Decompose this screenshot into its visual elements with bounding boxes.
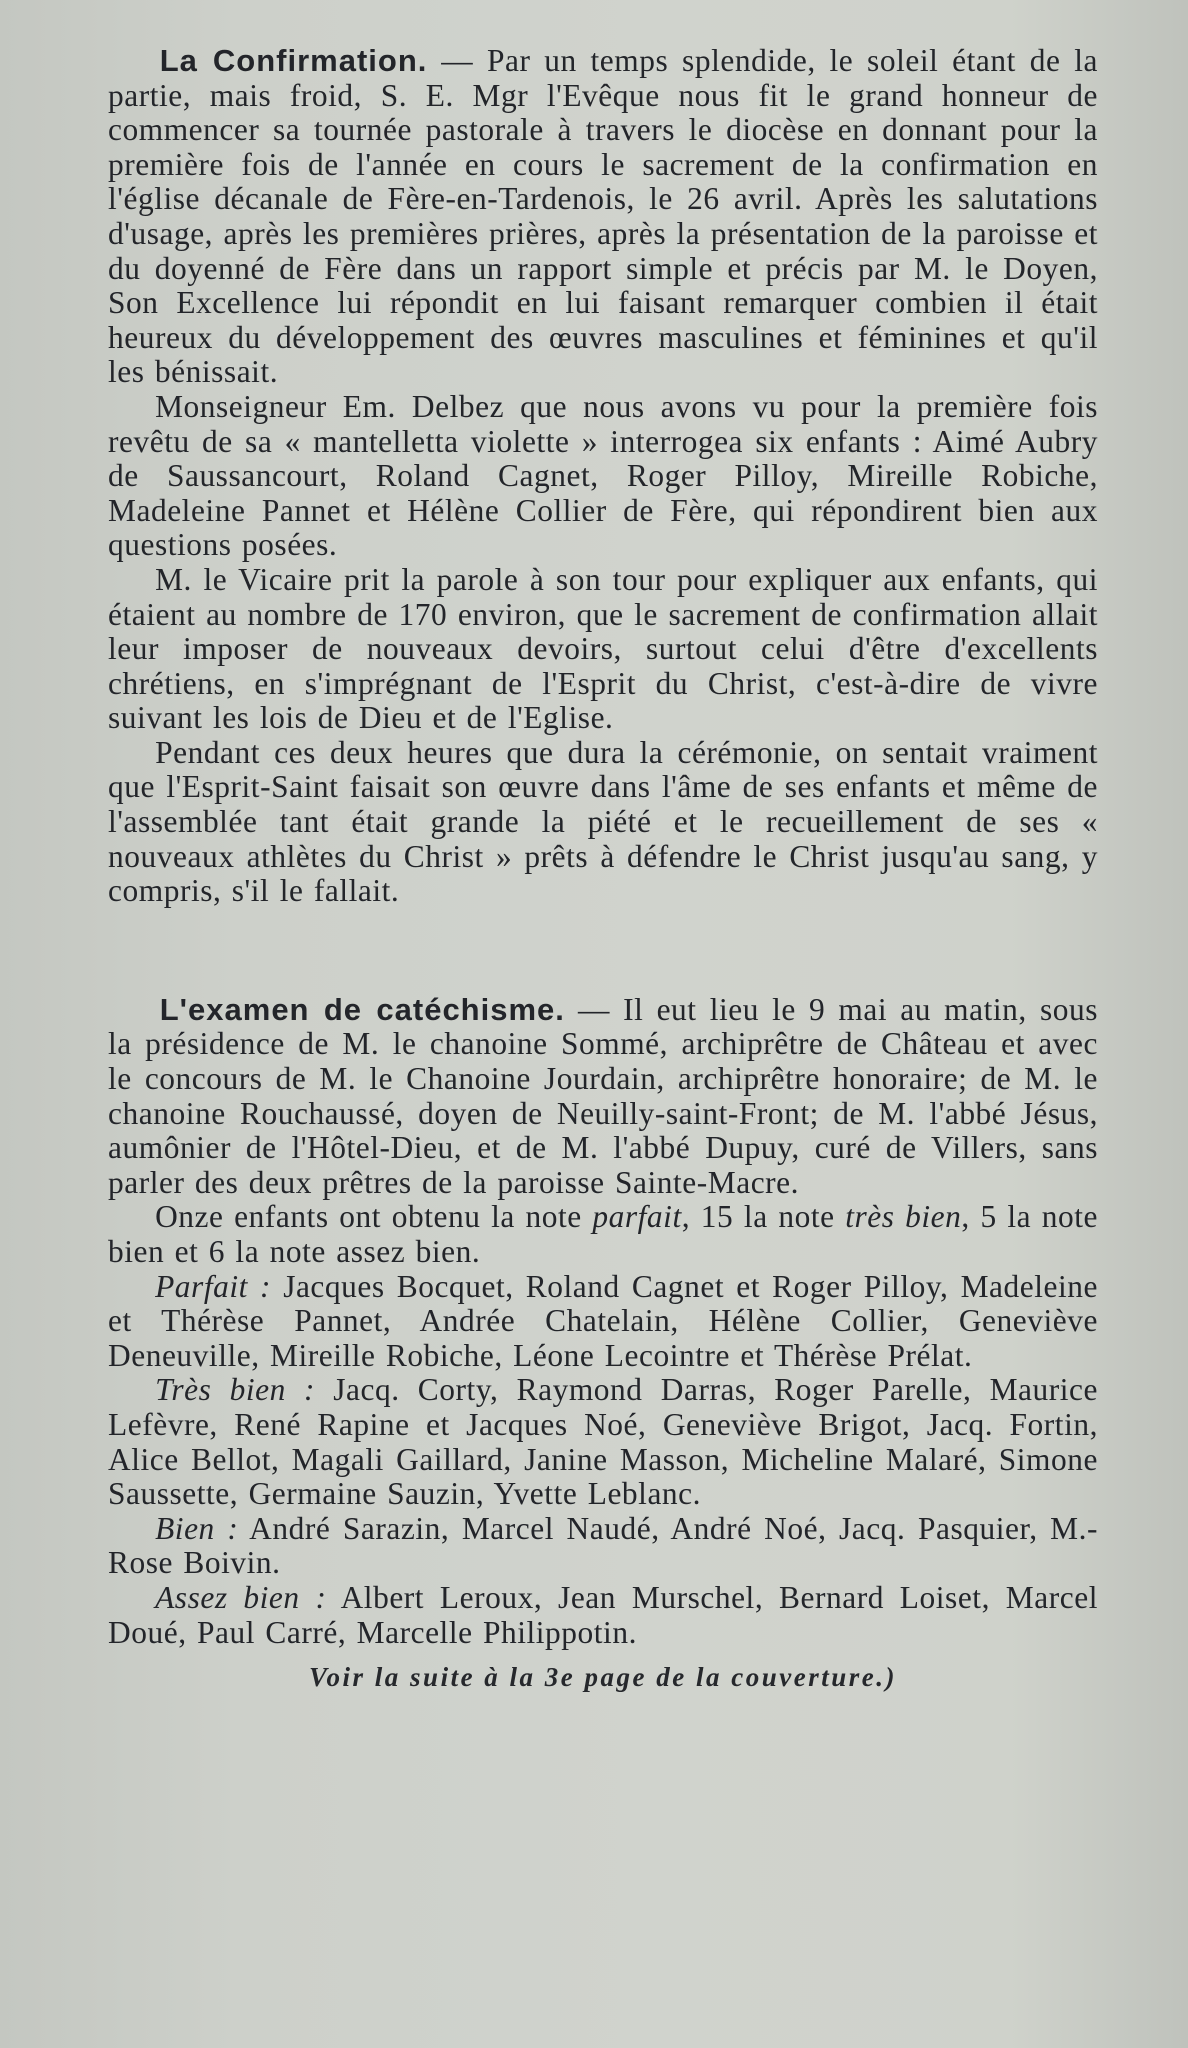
list-label-tres-bien: Très bien : <box>155 1372 316 1408</box>
list-label-parfait: Parfait : <box>155 1268 272 1304</box>
confirmation-paragraph-1-text: Par un temps splendide, le soleil étant de la partie, mais froid, S. E. Mgr l'Evêque nous fit le grand honneur de commencer sa tournée pastorale à travers le diocèse en donnant pour la première fois de l'année en cours le sacrement de la confirmation en l'église décanale de Fère-en-Tardenois, le 26 avril. Après les salutations d'usage, après les premières prières, après la présentation de la paroisse et du doyenné de Fère dans un rapport simple et précis par M. le Doyen, Son Excellence lui répondit en lui faisant remarquer combien il était heureux du développement des œuvres masculines et féminines et qu'il les bénissait. <box>108 43 1098 390</box>
catechism-paragraph-intro <box>108 993 1098 1201</box>
results-text-1: Onze enfants ont obtenu la note <box>155 1199 593 1235</box>
confirmation-paragraph-1 <box>108 44 1098 390</box>
article-confirmation <box>108 44 1098 909</box>
list-assez-bien <box>108 1581 1098 1650</box>
list-label-bien: Bien : <box>155 1510 239 1546</box>
results-text-2: , 15 la note <box>681 1199 846 1235</box>
list-tres-bien <box>108 1373 1098 1511</box>
heading-separator: — <box>564 991 624 1027</box>
continuation-note: Voir la suite à la 3e page de la couverture.) <box>309 1662 897 1693</box>
list-parfait <box>108 1270 1098 1374</box>
results-grade-parfait: parfait <box>592 1199 682 1235</box>
catechism-results-summary <box>108 1200 1098 1269</box>
results-grade-tres-bien: très bien <box>845 1199 962 1235</box>
results-text-3: , 5 la note bien et 6 la note assez bien. <box>108 1199 1098 1269</box>
section-spacer <box>108 909 1098 993</box>
list-names-tres-bien: Jacq. Corty, Raymond Darras, Roger Parelle, Maurice Lefèvre, René Rapine et Jacques Noé, Geneviève Brigot, Jacq. Fortin, Alice Bellot, Magali Gaillard, Janine Masson, Micheline Malaré, Simone Saussette, Germaine Sauzin, Yvette Leblanc. <box>108 1372 1098 1512</box>
confirmation-paragraph-4: Pendant ces deux heures que dura la cérémonie, on sentait vraiment que l'Esprit-Saint faisait son œuvre dans l'âme de ses enfants et même de l'assemblée tant était grande la piété et le recueillement de ses « nouveaux athlètes du Christ » prêts à défendre le Christ jusqu'au sang, y compris, s'il le fallait. <box>108 734 1098 909</box>
heading-separator: — <box>427 43 487 78</box>
list-names-assez-bien: Albert Leroux, Jean Murschel, Bernard Loiset, Marcel Doué, Paul Carré, Marcelle Philippotin. <box>108 1579 1098 1650</box>
list-bien <box>108 1512 1098 1581</box>
article-catechism-exam <box>108 993 1098 1650</box>
catechism-intro-text: Il eut lieu le 9 mai au matin, sous la présidence de M. le chanoine Sommé, archiprêtre de Château et avec le concours de M. le Chanoine Jourdain, archiprêtre honoraire; de M. le chanoine Rouchaussé, doyen de Neuilly-saint-Front; de M. l'abbé Jésus, aumônier de l'Hôtel-Dieu, et de M. l'abbé Dupuy, curé de Villers, sans parler des deux prêtres de la paroisse Sainte-Macre. <box>108 991 1098 1200</box>
list-names-parfait: Jacques Bocquet, Roland Cagnet et Roger Pilloy, Madeleine et Thérèse Pannet, Andrée Chatelain, Hélène Collier, Geneviève Deneuville, Mireille Robiche, Léone Lecointre et Thérèse Prélat. <box>108 1268 1099 1373</box>
confirmation-paragraph-2: Monseigneur Em. Delbez que nous avons vu pour la première fois revêtu de sa « mantelletta violette » interrogea six enfants : Aimé Aubry de Saussancourt, Roland Cagnet, Roger Pilloy, Mireille Robiche, Madeleine Pannet et Hélène Collier de Fère, qui répondirent bien aux questions posées. <box>108 388 1098 563</box>
list-names-bien: André Sarazin, Marcel Naudé, André Noé, Jacq. Pasquier, M.-Rose Boivin. <box>108 1510 1099 1581</box>
catechism-heading: L'examen de catéchisme. <box>159 991 565 1027</box>
list-label-assez-bien: Assez bien : <box>155 1579 327 1615</box>
confirmation-heading: La Confirmation. <box>159 43 428 78</box>
confirmation-paragraph-3: M. le Vicaire prit la parole à son tour pour expliquer aux enfants, qui étaient au nombre de 170 environ, que le sacrement de confirmation allait leur imposer de nouveaux devoirs, surtout celui d'être d'excellents chrétiens, en s'imprégnant de l'Esprit du Christ, c'est-à-dire de vivre suivant les lois de Dieu et de l'Eglise. <box>108 561 1098 736</box>
